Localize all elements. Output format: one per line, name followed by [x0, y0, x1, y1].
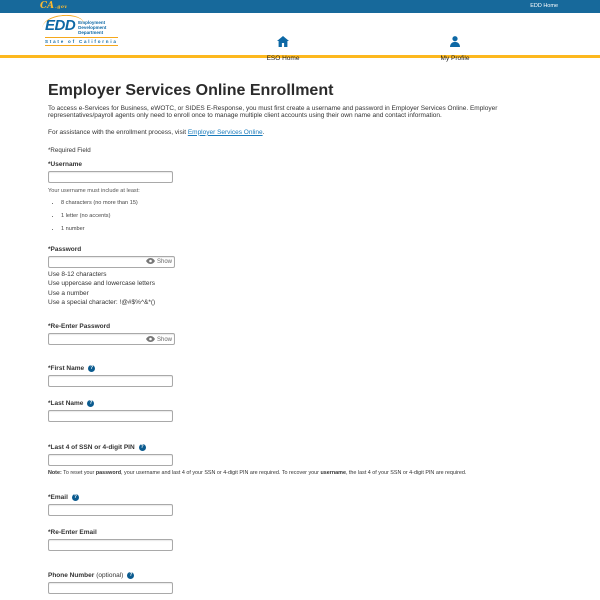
username-group — [48, 161, 552, 232]
reenter-password-label: *Re-Enter Password — [48, 323, 111, 331]
first-name-group — [48, 365, 552, 387]
username-input[interactable] — [48, 171, 173, 183]
ssn-pin-label: *Last 4 of SSN or 4-digit PIN — [48, 444, 135, 452]
email-group — [48, 494, 552, 516]
password-group — [48, 246, 552, 308]
password-rule: Use a special character: !@#$%^&*() — [48, 299, 156, 306]
username-hint-title: Your username must include at least: — [48, 187, 140, 194]
phone-label: Phone Number — [48, 572, 95, 580]
eye-icon — [146, 336, 155, 344]
ca-gov-logo-gov: .gov — [55, 5, 68, 10]
reenter-email-label: *Re-Enter Email — [48, 529, 97, 537]
eye-icon — [146, 258, 155, 266]
password-rules — [48, 270, 552, 308]
last-name-input[interactable] — [48, 410, 173, 422]
show-password-label: Show — [156, 259, 172, 266]
email-help-icon[interactable]: ? — [73, 494, 77, 501]
first-name-input[interactable] — [48, 375, 173, 387]
reenter-email-input[interactable] — [48, 539, 173, 551]
nav-eso-home-label: ESO Home — [266, 55, 300, 62]
nav-eso-home[interactable] — [248, 34, 318, 65]
ssn-pin-group — [48, 444, 552, 476]
email-label: *Email — [48, 494, 68, 502]
employer-services-online-link[interactable]: Employer Services Online — [187, 128, 263, 136]
edd-logo-tagline: State of California — [45, 39, 118, 44]
last-name-label: *Last Name — [48, 400, 84, 408]
password-rule: Use 8-12 characters — [48, 270, 107, 278]
password-label: *Password — [48, 245, 82, 253]
password-rule: Use uppercase and lowercase letters — [48, 280, 155, 288]
ssn-note: Note: To reset your password, your username and last 4 of your SSN or 4-digit PIN are required. To recover your username, the last 4 of your SSN or 4-digit PIN are required. — [48, 470, 467, 477]
username-label: *Username — [48, 160, 82, 168]
reenter-password-group — [48, 323, 552, 345]
reenter-email-group — [48, 529, 552, 551]
nav-my-profile[interactable] — [420, 34, 490, 65]
edd-home-link[interactable]: EDD Home — [530, 3, 558, 9]
page-title: Employer Services Online Enrollment — [48, 82, 334, 99]
assistance-paragraph: For assistance with the enrollment process, visit Employer Services Online. — [48, 128, 265, 136]
utility-bar — [0, 0, 600, 13]
show-reenter-password-label: Show — [156, 336, 172, 343]
phone-group — [48, 572, 552, 594]
edd-logo-department-lines: Employment Development Department — [78, 20, 107, 35]
username-hint-item: • 1 number — [61, 226, 552, 232]
ssn-pin-input[interactable] — [48, 454, 173, 466]
first-name-label: *First Name — [48, 365, 85, 373]
phone-input[interactable] — [48, 582, 173, 594]
ca-gov-logo[interactable] — [40, 0, 68, 14]
username-hint-item: • 1 letter (no accents) — [61, 213, 552, 219]
person-icon — [420, 34, 490, 45]
ca-gov-logo-ca: CA — [40, 1, 55, 11]
last-name-help-icon[interactable]: ? — [89, 400, 93, 407]
nav-my-profile-label: My Profile — [440, 55, 470, 62]
phone-help-icon[interactable]: ? — [129, 572, 133, 579]
username-hint-item: • 8 characters (no more than 15) — [61, 200, 552, 206]
show-reenter-password-button[interactable] — [146, 336, 172, 344]
show-password-button[interactable] — [146, 258, 172, 266]
first-name-help-icon[interactable]: ? — [90, 365, 94, 372]
email-input[interactable] — [48, 504, 173, 516]
main-content — [0, 58, 600, 594]
ssn-pin-help-icon[interactable]: ? — [140, 444, 144, 451]
last-name-group — [48, 400, 552, 422]
phone-optional-label: (optional) — [96, 572, 124, 580]
site-header — [0, 13, 600, 62]
required-field-note: *Required Field — [48, 146, 91, 154]
username-hints-list — [61, 200, 552, 232]
edd-logo[interactable] — [45, 19, 118, 46]
intro-paragraph: To access e-Services for Business, eWOTC, or SIDES E-Response, you must first create a username and password in Employer Services Online. Employer representatives/payroll agents only need to enroll once to manage multiple client accounts using their own name and contact information. — [48, 104, 498, 120]
edd-logo-acronym: EDD — [45, 17, 76, 34]
password-rule: Use a number — [48, 289, 89, 297]
home-icon — [248, 34, 318, 45]
